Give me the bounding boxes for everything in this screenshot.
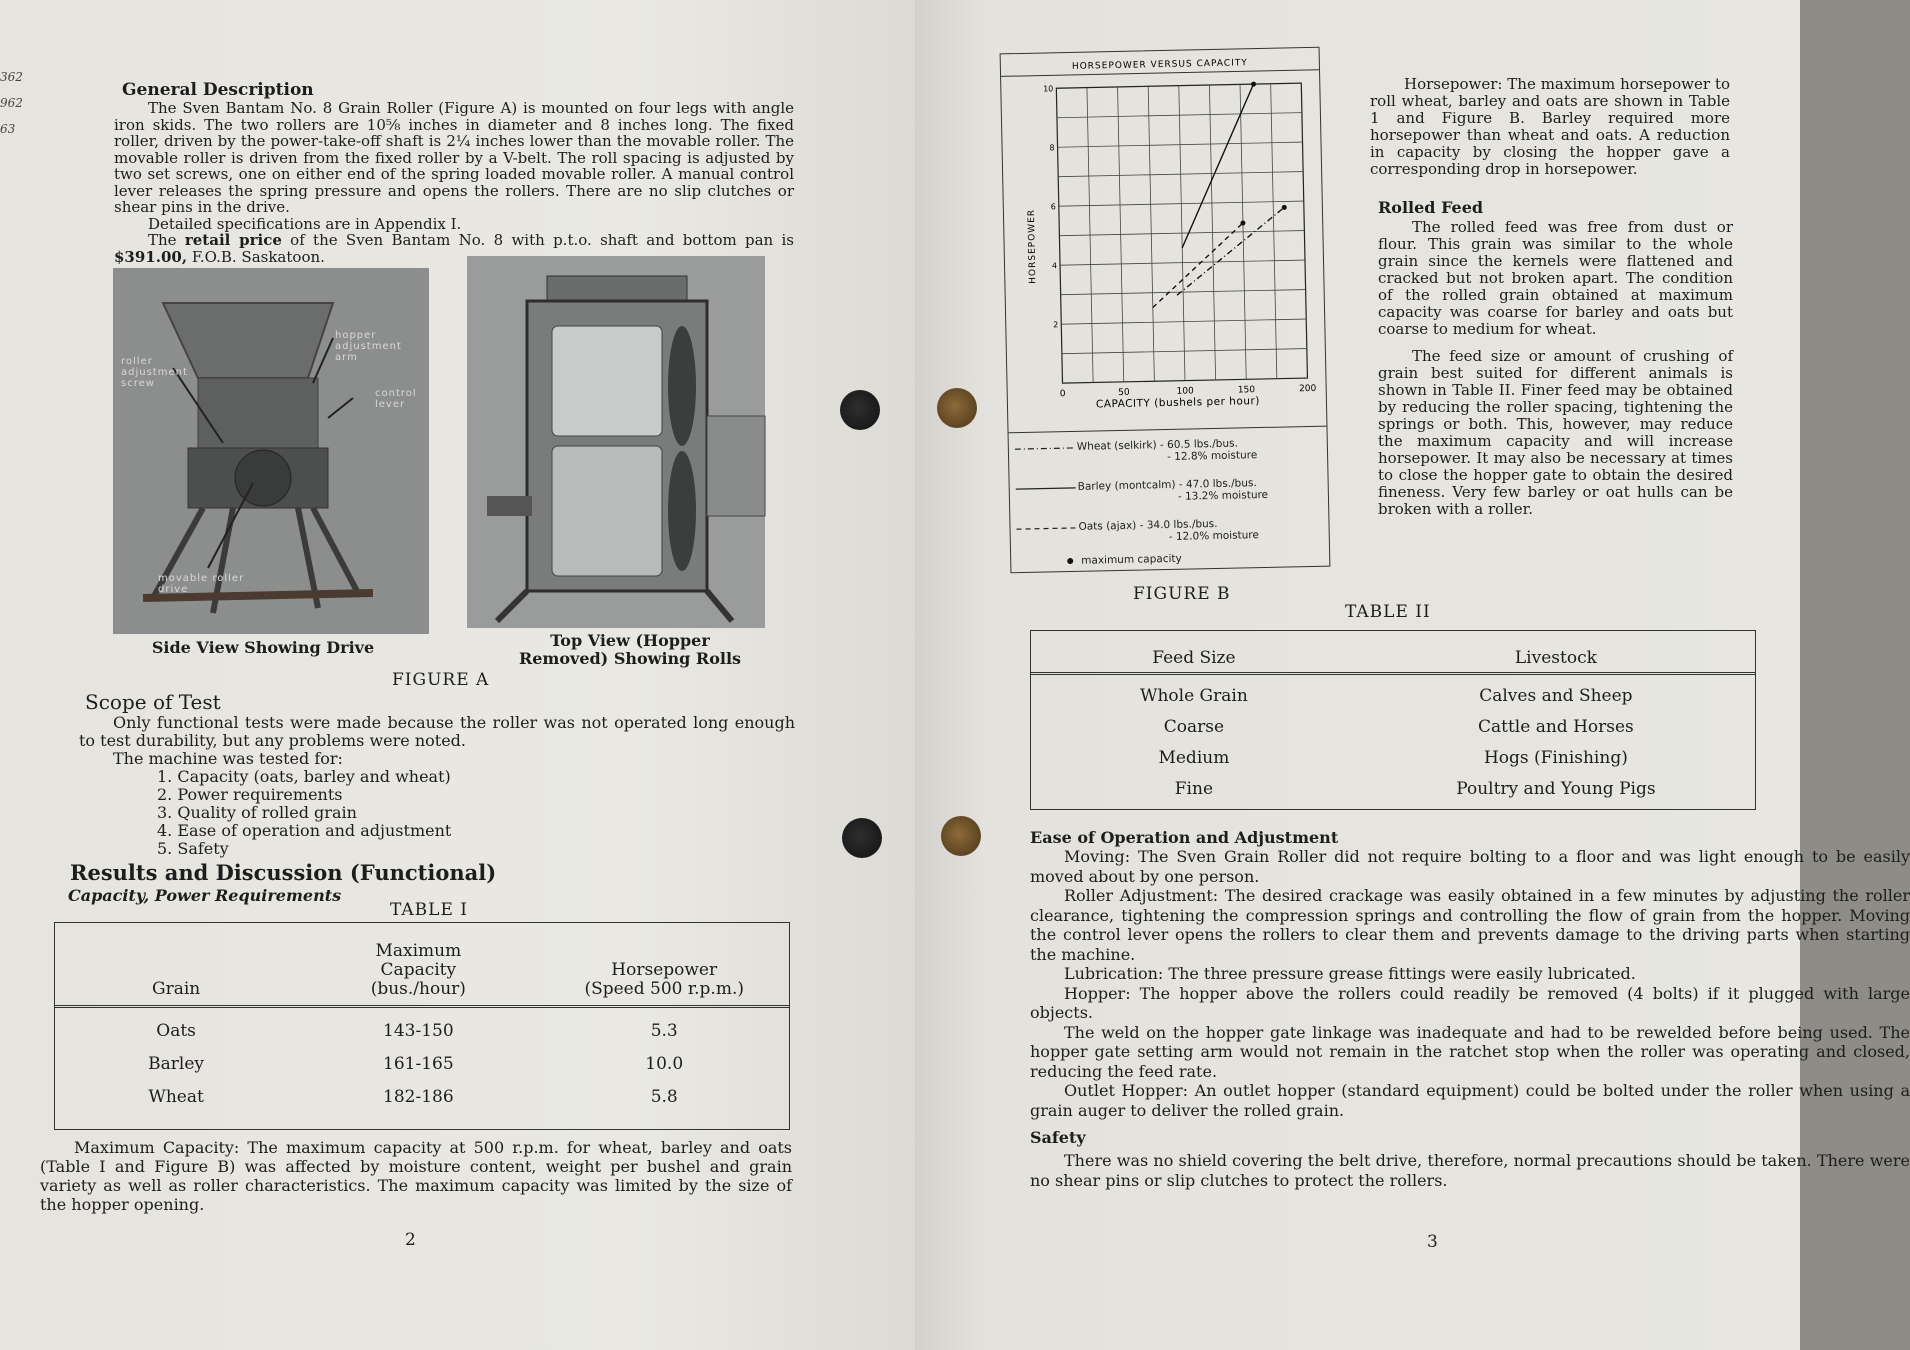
ease-outlet: Outlet Hopper: An outlet hopper (standard equipment) could be bolted under the roller when using a grain auger to deliver the rolled grain. xyxy=(1030,1081,1910,1120)
horsepower-capacity-chart xyxy=(1001,48,1327,435)
legend-oats: Oats (ajax) - 34.0 lbs./bus. - 12.0% moisture xyxy=(1016,516,1324,546)
general-description-p2: Detailed specifications are in Appendix I. xyxy=(148,214,462,233)
y-tick-label: 10 xyxy=(1043,84,1054,94)
rolled-feed-section xyxy=(1378,198,1733,518)
margin-number: 63 xyxy=(0,122,16,136)
top-view-photo xyxy=(467,256,765,628)
legend-wheat: Wheat (selkirk) - 60.5 lbs./bus. - 12.8% moisture xyxy=(1015,436,1323,466)
series-line-oats xyxy=(1151,223,1245,308)
page-number-left: 2 xyxy=(405,1230,416,1250)
general-description-section xyxy=(114,80,795,266)
figure-a-label: FIGURE A xyxy=(392,670,490,690)
table-row: Oats 143-150 5.3 xyxy=(156,1020,678,1041)
table-1-title: TABLE I xyxy=(390,900,468,920)
table-2-title: TABLE II xyxy=(1345,602,1431,622)
table-row: Whole Grain Calves and Sheep xyxy=(1140,686,1633,706)
table-1-header-row xyxy=(55,941,789,1007)
test-item: 3. Quality of rolled grain xyxy=(157,803,357,822)
table-row: Barley 161-165 10.0 xyxy=(148,1053,684,1074)
left-page xyxy=(0,0,920,1350)
scope-section xyxy=(79,690,795,858)
table-row: Wheat 182-186 5.8 xyxy=(148,1086,678,1107)
max-capacity-paragraph: Maximum Capacity: The maximum capacity at 500 r.p.m. for wheat, barley and oats (Table I and Figure B) was affected by moisture content, weight per bushel and grain variety as well as roller characteristics. The maximum capacity was limited by the size of the hopper opening. xyxy=(40,1138,792,1214)
table-row: Fine Poultry and Young Pigs xyxy=(1174,779,1656,799)
table-2 xyxy=(1030,630,1756,810)
page-number-right: 3 xyxy=(1427,1232,1438,1252)
rolled-feed-p1: The rolled feed was free from dust or flour. This grain was similar to the whole grain since the kernels were flattened and cracked but not broken apart. The condition of the rolled grain obtained at maximum capacity was coarse for barley and oats but coarse to medium for wheat. xyxy=(1378,218,1733,338)
binder-hole xyxy=(842,818,882,858)
ease-section xyxy=(1030,828,1910,1190)
movable-roller-drive-callout: movable roller drive xyxy=(158,573,245,595)
x-tick-label: 0 xyxy=(1059,389,1066,400)
roller-adjustment-screw-callout: roller adjustment screw xyxy=(121,356,188,389)
table-1 xyxy=(54,922,790,1130)
ease-roller-adjustment: Roller Adjustment: The desired crackage was easily obtained in a few minutes by adjusting the roller clearance, tightening the compression springs and controlling the flow of grain from the hopper. Moving the control lever opens the rollers to clear them and prevents damage to the driving parts when starting the machine. xyxy=(1030,886,1910,964)
chart-legend xyxy=(1015,436,1326,568)
table-row: Coarse Cattle and Horses xyxy=(1163,717,1634,737)
figure-b-box xyxy=(1000,47,1331,574)
table-2-header-row xyxy=(1031,645,1755,673)
max-capacity-point xyxy=(1282,205,1287,210)
ease-heading: Ease of Operation and Adjustment xyxy=(1030,828,1339,847)
scope-p1: Only functional tests were made because the roller was not operated long enough to test durability, but any problems were noted. xyxy=(79,713,795,750)
hopper-adjustment-arm-callout: hopper adjustment arm xyxy=(335,330,402,363)
max-capacity-point xyxy=(1251,82,1256,87)
y-tick-label: 8 xyxy=(1049,143,1055,153)
test-list xyxy=(157,768,795,858)
series-line-wheat xyxy=(1175,207,1286,295)
scope-p2: The machine was tested for: xyxy=(113,749,343,768)
col-grain-header: Grain xyxy=(151,979,201,999)
test-item: 4. Ease of operation and adjustment xyxy=(157,821,452,840)
col-livestock-header: Livestock xyxy=(1514,648,1597,669)
chart-title: HORSEPOWER VERSUS CAPACITY xyxy=(1071,58,1248,72)
binder-hole xyxy=(941,816,981,856)
y-tick-label: 2 xyxy=(1053,320,1059,330)
x-tick-label: 150 xyxy=(1237,385,1256,396)
x-tick-label: 200 xyxy=(1298,383,1317,395)
col-capacity-header: Maximum Capacity (bus./hour) xyxy=(370,941,466,999)
figure-b-label: FIGURE B xyxy=(1133,584,1231,604)
general-description-p3: The retail price of the Sven Bantam No. 8 with p.t.o. shaft and bottom pan is $391.00, F.O.B. Saskatoon. xyxy=(114,231,795,266)
safety-heading: Safety xyxy=(1030,1128,1086,1147)
legend-max-capacity: maximum capacity xyxy=(1017,550,1325,568)
table-row: Medium Hogs (Finishing) xyxy=(1158,748,1628,768)
col-horsepower-header: Horsepower (Speed 500 r.p.m.) xyxy=(584,960,744,999)
side-view-photo xyxy=(113,268,429,634)
binder-hole xyxy=(937,388,977,428)
x-tick-label: 50 xyxy=(1118,387,1130,398)
test-item: 2. Power requirements xyxy=(157,785,343,804)
general-description-heading: General Description xyxy=(122,80,314,100)
horsepower-paragraph: Horsepower: The maximum horsepower to roll wheat, barley and oats are shown in Table 1 and Figure B. Barley required more horsepower than wheat and oats. A reduction in capacity by closing the hopper gave a corresponding drop in horsepower. xyxy=(1370,75,1730,178)
ease-lubrication: Lubrication: The three pressure grease fittings were easily lubricated. xyxy=(1064,964,1636,983)
y-tick-label: 6 xyxy=(1050,202,1056,212)
results-subheading: Capacity, Power Requirements xyxy=(68,886,342,905)
col-feed-size-header: Feed Size xyxy=(1152,648,1236,669)
safety-paragraph: There was no shield covering the belt drive, therefore, normal precautions should be taken. There were no shear pins or slip clutches to protect the rollers. xyxy=(1030,1151,1910,1190)
results-heading: Results and Discussion (Functional) xyxy=(70,860,497,885)
y-tick-label: 4 xyxy=(1051,261,1058,271)
test-item: 1. Capacity (oats, barley and wheat) xyxy=(157,767,451,786)
x-axis-label: CAPACITY (bushels per hour) xyxy=(1095,395,1261,411)
test-item: 5. Safety xyxy=(157,839,229,858)
rollers-top-drawing xyxy=(467,256,765,628)
general-description-p1: The Sven Bantam No. 8 Grain Roller (Figure A) is mounted on four legs with angle iron skids. The two rollers are 10⅝ inches in diameter and 8 inches long. The fixed roller, driven by the power-take-off shaft is 2¼ inches lower than the movable roller. The movable roller is driven from the fixed roller by a V-belt. The roll spacing is adjusted by two set screws, one on either end of the spring loaded movable roller. A manual control lever releases the spring pressure and opens the rollers. There are no slip clutches or shear pins in the drive. xyxy=(114,99,794,216)
ease-weld: The weld on the hopper gate linkage was inadequate and had to be rewelded before being used. The hopper gate setting arm would not remain in the ratchet stop when the roller was operating and closed, reducing the feed rate. xyxy=(1030,1022,1910,1081)
right-page xyxy=(915,0,1910,1350)
top-view-caption: Top View (Hopper Removed) Showing Rolls xyxy=(518,631,742,668)
side-view-caption: Side View Showing Drive xyxy=(151,638,375,657)
y-axis-label: HORSEPOWER xyxy=(1026,208,1039,284)
x-tick-label: 100 xyxy=(1176,386,1194,397)
ease-hopper: Hopper: The hopper above the rollers could readily be removed (4 bolts) if it plugged with large objects. xyxy=(1030,983,1910,1022)
rolled-feed-p2: The feed size or amount of crushing of grain best suited for different animals is shown in Table II. Finer feed may be obtained by reducing the roller spacing, tightening the springs or both. This, however, may reduce the maximum capacity and will increase horsepower. It may also be necessary at times to close the hopper gate to obtain the desired fineness. Very few barley or oat hulls can be broken with a roller. xyxy=(1378,347,1733,518)
control-lever-callout: control lever xyxy=(375,388,417,410)
scope-heading: Scope of Test xyxy=(85,690,221,714)
ease-moving: Moving: The Sven Grain Roller did not require bolting to a floor and was light enough to be easily moved about by one person. xyxy=(1030,847,1910,886)
legend-barley: Barley (montcalm) - 47.0 lbs./bus. - 13.2% moisture xyxy=(1016,476,1324,506)
binder-hole xyxy=(840,390,880,430)
margin-number: 362 xyxy=(0,70,23,84)
rolled-feed-heading: Rolled Feed xyxy=(1378,198,1484,217)
margin-number: 962 xyxy=(0,96,23,110)
